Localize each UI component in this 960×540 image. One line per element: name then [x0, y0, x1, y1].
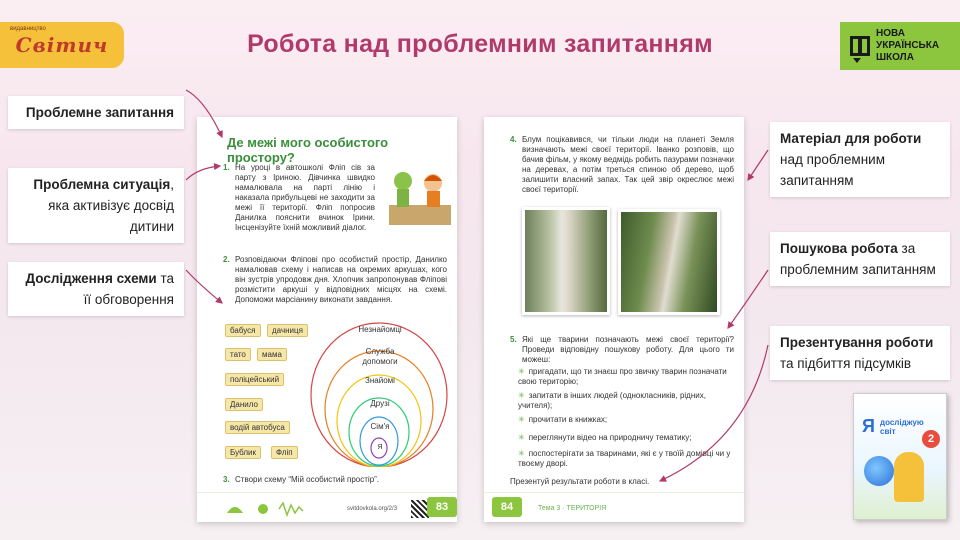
- task5-number: 5.: [510, 335, 517, 344]
- page-left-number: 83: [427, 497, 457, 517]
- arrow-scheme: [186, 270, 222, 303]
- chip-tato[interactable]: тато: [225, 348, 251, 361]
- footer-theme: Тема 3 · ТЕРИТОРІЯ: [538, 505, 607, 512]
- chip-dachnytsia[interactable]: дачниця: [267, 324, 308, 337]
- bullet-star-icon: ✳: [518, 391, 525, 400]
- label-problem-situation-bold: Проблемна ситуація: [33, 177, 171, 192]
- task1-text: На уроці в автошколі Фліп сів за парту з Іриною. Дівчинка швидко намалювала на парті лінію і наказала прибульцеві не заходити за межі її території. Фліп попросив Данилка пояснити вчинок Ірини. Інсценізуйте їхній можливий діалог.: [235, 163, 375, 232]
- slide-title: Робота над проблемним запитанням: [247, 30, 713, 58]
- chip-danylo[interactable]: Данило: [225, 398, 263, 411]
- circle-label-help: Служба допомоги: [362, 347, 398, 366]
- bullet-star-icon: ✳: [518, 415, 525, 424]
- book-title-line-2: світ: [880, 427, 896, 436]
- bullet-star-icon: ✳: [518, 449, 525, 458]
- book-ya: Я: [862, 416, 875, 436]
- nus-line-3: ШКОЛА: [876, 52, 914, 63]
- circle-label-acquaintances: Знайомі: [365, 376, 395, 385]
- circle-label-family: Сім'я: [370, 422, 390, 431]
- label-scheme-research-rest: та її обговорення: [83, 271, 174, 307]
- publisher-logo-sub: видавництво: [10, 26, 46, 32]
- chip-mama[interactable]: мама: [257, 348, 287, 361]
- footer-url[interactable]: svitdovkola.org/2/3: [347, 506, 398, 512]
- label-scheme-research-bold: Дослідження схеми: [25, 271, 157, 286]
- bullet-4: ✳ переглянути відео на природничу тематику;: [518, 433, 692, 442]
- bullet-star-icon: ✳: [518, 433, 525, 442]
- bullet-5: ✳ поспостерігати за тваринами, які є у твоїй домівці чи у твоєму дворі.: [518, 449, 731, 468]
- bullet-2: ✳ запитати в інших людей (однокласників, рідних, учителя);: [518, 391, 706, 410]
- label-material-bold: Матеріал для роботи: [780, 131, 922, 146]
- task3-number: 3.: [223, 475, 230, 484]
- label-search-bold: Пошукова робота: [780, 241, 898, 256]
- label-problem-situation-rest: , яка активізує досвід дитини: [48, 177, 174, 234]
- label-presentation-rest: та підбиття підсумків: [780, 356, 912, 371]
- page-right-number: 84: [492, 497, 522, 517]
- task1-number: 1.: [223, 163, 230, 172]
- book-title-line-1: досліджую: [880, 418, 924, 427]
- bullet-3: ✳ прочитати в книжках;: [518, 415, 608, 424]
- closing-text: Презентуй результати роботи в класі.: [510, 477, 650, 486]
- arrow-presentation: [660, 345, 768, 481]
- arrow-material: [748, 150, 768, 180]
- circle-label-friends: Друзі: [370, 399, 390, 408]
- label-material-rest: над проблемним запитанням: [780, 152, 885, 188]
- label-presentation-bold: Презентування роботи: [780, 335, 934, 350]
- arrow-problem-situation: [186, 166, 220, 180]
- nus-line-2: УКРАЇНСЬКА: [876, 40, 940, 51]
- page-left-title: Де межі мого особистого простору?: [227, 135, 389, 165]
- task3-text: Створи схему “Мій особистий простір”.: [235, 475, 380, 484]
- circle-label-me: Я: [377, 444, 383, 451]
- label-problem-question-bold: Проблемне запитання: [25, 105, 174, 120]
- task5-text: Які ще тварини позначають межі своєї території? Проведи відповідну пошукову роботу. Для цього ти можеш:: [522, 335, 734, 364]
- chip-politseiskyi[interactable]: поліцейський: [225, 373, 284, 386]
- arrow-problem-question: [186, 90, 222, 137]
- task2-text: Розповідаючи Фліпові про особистий простір, Данилко намалював схему і написав на окремих аркушах, кого він зустрів упродовж дня. Хлопчик запропонував Фліпові розмістити аркуші у відповідних місцях на схемі. Допоможи марсіанину виконати завдання.: [235, 255, 447, 304]
- publisher-logo-text: Світич: [15, 33, 109, 57]
- chip-babusia[interactable]: бабуся: [225, 324, 261, 337]
- chip-vodii[interactable]: водій автобуса: [225, 421, 290, 434]
- task2-number: 2.: [223, 255, 230, 264]
- bullet-star-icon: ✳: [518, 367, 525, 376]
- chip-bublyk[interactable]: Бублик: [225, 446, 261, 459]
- label-search-rest: за проблемним запитанням: [780, 241, 936, 277]
- circle-label-strangers: Незнайомці: [358, 325, 402, 334]
- task4-text: Блум поцікавився, чи тільки люди на планеті Земля визначають межі своєї території. Іванко розповів, що бачив фільм, у якому ведмідь робить пазурами позначки на деревах, а потім треться спиною об дерево, щоб залишити власний запах. Так цей звір окреслює межі своєї території.: [522, 135, 734, 194]
- book-grade-badge: 2: [922, 430, 940, 448]
- nus-line-1: НОВА: [876, 28, 905, 39]
- task4-number: 4.: [510, 135, 517, 144]
- bullet-1: ✳ пригадати, що ти знаєш про звичку тварин позначати свою територію;: [518, 367, 727, 386]
- chip-flip[interactable]: Фліп: [271, 446, 298, 459]
- arrow-search: [728, 270, 768, 328]
